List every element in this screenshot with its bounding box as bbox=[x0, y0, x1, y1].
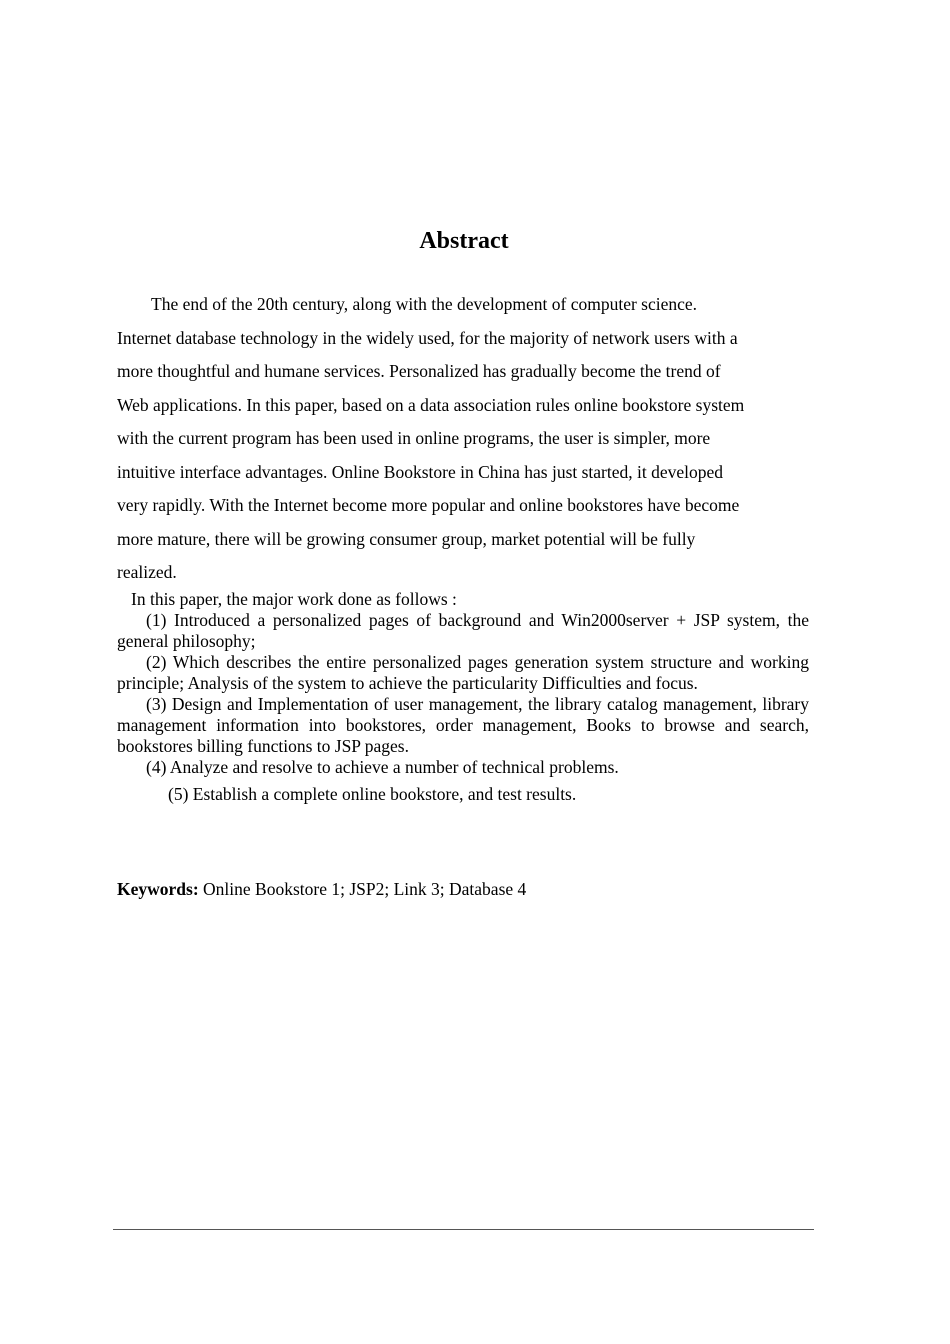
intro-line: Web applications. In this paper, based on a data association rules online bookstore system bbox=[117, 394, 745, 415]
keywords-line bbox=[117, 877, 526, 901]
work-item-1: (1) Introduced a personalized pages of background and Win2000server + JSP system, the general philosophy; bbox=[117, 610, 809, 651]
intro-line: intuitive interface advantages. Online Bookstore in China has just started, it developed bbox=[117, 461, 724, 482]
work-item-2: (2) Which describes the entire personalized pages generation system structure and working principle; Analysis of the system to achieve the particularity Difficulties and focus. bbox=[117, 652, 809, 693]
keywords-label: Keywords: bbox=[117, 879, 199, 899]
intro-line: more mature, there will be growing consumer group, market potential will be fully bbox=[117, 528, 696, 549]
work-item-5: (5) Establish a complete online bookstore, and test results. bbox=[168, 784, 577, 804]
intro-line: The end of the 20th century, along with the development of computer science. bbox=[151, 294, 698, 314]
intro-line: very rapidly. With the Internet become more popular and online bookstores have become bbox=[117, 495, 740, 515]
intro-line: more thoughtful and humane services. Personalized has gradually become the trend of bbox=[117, 361, 721, 381]
intro-line: realized. bbox=[117, 562, 177, 582]
page-title: Abstract bbox=[419, 228, 509, 254]
work-summary bbox=[117, 589, 809, 805]
work-item-3: (3) Design and Implementation of user management, the library catalog management, library management information into bookstores, order management, Books to browse and search, bookstores billing functions to JSP pages. bbox=[117, 694, 809, 756]
keywords-text: Online Bookstore 1; JSP2; Link 3; Database 4 bbox=[203, 879, 527, 899]
intro-line: Internet database technology in the widely used, for the majority of network users with a bbox=[117, 327, 738, 348]
intro-line: with the current program has been used in online programs, the user is simpler, more bbox=[117, 428, 711, 448]
work-item-4: (4) Analyze and resolve to achieve a number of technical problems. bbox=[146, 757, 619, 777]
work-summary-lead: In this paper, the major work done as follows : bbox=[131, 589, 457, 609]
abstract-intro-paragraph bbox=[117, 288, 812, 590]
footer-divider bbox=[113, 1229, 814, 1230]
